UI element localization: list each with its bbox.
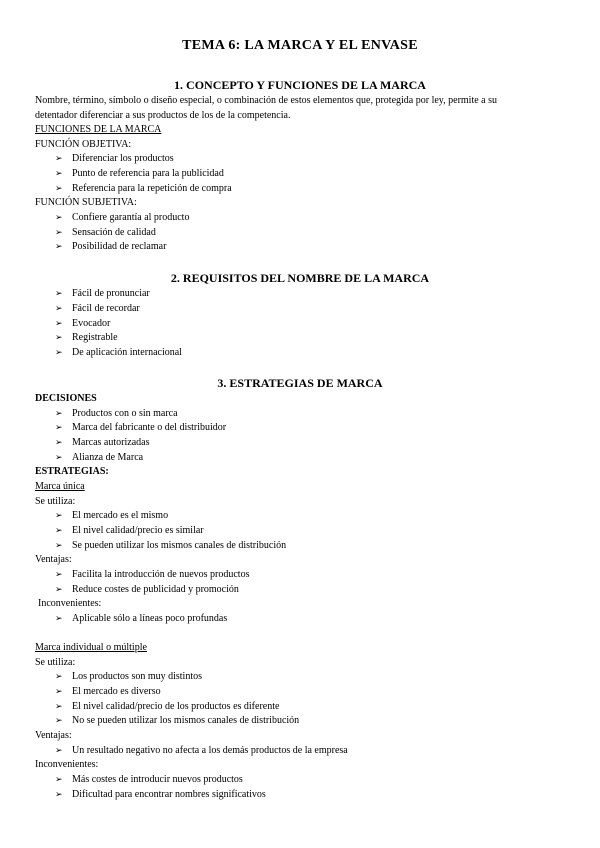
se-utiliza-label: Se utiliza: xyxy=(35,657,76,668)
bullet-arrow-icon: ➢ xyxy=(55,790,63,800)
ventajas-label: Ventajas: xyxy=(35,730,72,741)
definition-line-2: detentador diferenciar a sus productos de los de la competencia. xyxy=(35,110,291,121)
list-item: ➢ Marcas autorizadas xyxy=(55,435,149,451)
decisiones-label: DECISIONES xyxy=(35,393,97,404)
list-item: ➢ Dificultad para encontrar nombres significativos xyxy=(55,787,266,803)
bullet-arrow-icon: ➢ xyxy=(55,716,63,726)
list-item: ➢ Productos con o sin marca xyxy=(55,406,178,422)
bullet-arrow-icon: ➢ xyxy=(55,453,63,463)
funcion-objetiva-label: FUNCIÓN OBJETIVA: xyxy=(35,139,132,150)
list-item: ➢ El mercado es el mismo xyxy=(55,508,168,524)
bullet-arrow-icon: ➢ xyxy=(55,154,63,164)
section-2-heading: 2. REQUISITOS DEL NOMBRE DE LA MARCA xyxy=(170,271,430,285)
list-item: ➢ Alianza de Marca xyxy=(55,450,143,466)
bullet-arrow-icon: ➢ xyxy=(55,511,63,521)
section-1-heading: 1. CONCEPTO Y FUNCIONES DE LA MARCA xyxy=(174,78,426,92)
list-item: ➢ Se pueden utilizar los mismos canales de distribución xyxy=(55,538,286,554)
marca-individual-label: Marca individual o múltiple xyxy=(35,642,147,653)
bullet-arrow-icon: ➢ xyxy=(55,289,63,299)
bullet-arrow-icon: ➢ xyxy=(55,614,63,624)
list-item: ➢ Registrable xyxy=(55,330,118,346)
bullet-arrow-icon: ➢ xyxy=(55,775,63,785)
bullet-arrow-icon: ➢ xyxy=(55,541,63,551)
bullet-arrow-icon: ➢ xyxy=(55,409,63,419)
funciones-label: FUNCIONES DE LA MARCA xyxy=(35,124,162,135)
list-item: ➢ Facilita la introducción de nuevos productos xyxy=(55,567,249,583)
bullet-arrow-icon: ➢ xyxy=(55,570,63,580)
list-item: ➢ Sensación de calidad xyxy=(55,225,156,241)
list-item: ➢ No se pueden utilizar los mismos canales de distribución xyxy=(55,713,299,729)
bullet-arrow-icon: ➢ xyxy=(55,333,63,343)
document-title: TEMA 6: LA MARCA Y EL ENVASE xyxy=(182,38,418,53)
bullet-arrow-icon: ➢ xyxy=(55,672,63,682)
bullet-arrow-icon: ➢ xyxy=(55,213,63,223)
bullet-arrow-icon: ➢ xyxy=(55,348,63,358)
bullet-arrow-icon: ➢ xyxy=(55,702,63,712)
funcion-subjetiva-label: FUNCIÓN SUBJETIVA: xyxy=(35,197,137,208)
list-item: ➢ Más costes de introducir nuevos productos xyxy=(55,772,243,788)
bullet-arrow-icon: ➢ xyxy=(55,526,63,536)
bullet-arrow-icon: ➢ xyxy=(55,687,63,697)
definition-line-1: Nombre, término, símbolo o diseño especial, o combinación de estos elementos que, protegida por ley, permite a su xyxy=(35,95,498,106)
list-item: ➢ Fácil de recordar xyxy=(55,301,140,317)
bullet-arrow-icon: ➢ xyxy=(55,585,63,595)
list-item: ➢ Los productos son muy distintos xyxy=(55,669,202,685)
estrategias-label: ESTRATEGIAS: xyxy=(35,466,109,477)
bullet-arrow-icon: ➢ xyxy=(55,304,63,314)
ventajas-label: Ventajas: xyxy=(35,554,72,565)
bullet-arrow-icon: ➢ xyxy=(55,438,63,448)
bullet-arrow-icon: ➢ xyxy=(55,184,63,194)
bullet-arrow-icon: ➢ xyxy=(55,746,63,756)
inconvenientes-label: Inconvenientes: xyxy=(38,598,102,609)
list-item: ➢ Referencia para la repetición de compra xyxy=(55,181,232,197)
list-item: ➢ El nivel calidad/precio de los productos es diferente xyxy=(55,699,279,715)
list-item: ➢ Reduce costes de publicidad y promoción xyxy=(55,582,239,598)
list-item: ➢ De aplicación internacional xyxy=(55,345,182,361)
section-3-heading: 3. ESTRATEGIAS DE MARCA xyxy=(217,376,383,390)
marca-unica-label: Marca única xyxy=(35,481,85,492)
list-item: ➢ Marca del fabricante o del distribuidor xyxy=(55,420,226,436)
bullet-arrow-icon: ➢ xyxy=(55,228,63,238)
list-item: ➢ El nivel calidad/precio es similar xyxy=(55,523,204,539)
list-item: ➢ Diferenciar los productos xyxy=(55,151,174,167)
bullet-arrow-icon: ➢ xyxy=(55,423,63,433)
list-item: ➢ Evocador xyxy=(55,316,110,332)
bullet-arrow-icon: ➢ xyxy=(55,242,63,252)
inconvenientes-label: Inconvenientes: xyxy=(35,759,99,770)
list-item: ➢ Confiere garantía al producto xyxy=(55,210,189,226)
se-utiliza-label: Se utiliza: xyxy=(35,496,76,507)
list-item: ➢ Posibilidad de reclamar xyxy=(55,239,166,255)
list-item: ➢ Fácil de pronunciar xyxy=(55,286,150,302)
list-item: ➢ Punto de referencia para la publicidad xyxy=(55,166,224,182)
list-item: ➢ Un resultado negativo no afecta a los demás productos de la empresa xyxy=(55,743,348,759)
bullet-arrow-icon: ➢ xyxy=(55,319,63,329)
bullet-arrow-icon: ➢ xyxy=(55,169,63,179)
list-item: ➢ El mercado es diverso xyxy=(55,684,161,700)
list-item: ➢ Aplicable sólo a líneas poco profundas xyxy=(55,611,227,627)
